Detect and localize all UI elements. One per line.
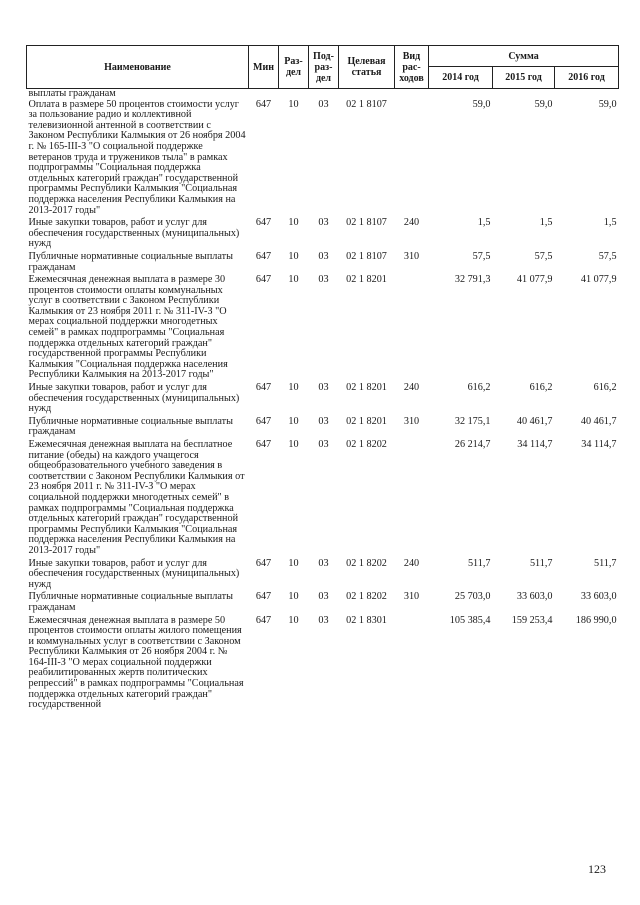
col-header-vid: Вид рас-ходов (395, 46, 429, 89)
row-name: Иные закупки товаров, работ и услуг для обеспечения государственных (муниципальных) нужд (28, 217, 240, 250)
row-sum-2014: 59,0 (472, 98, 491, 110)
row-vid (395, 275, 429, 383)
row-sum-2015: 1,5 (539, 217, 553, 229)
row-razdel: 10 (288, 439, 299, 450)
budget-table (26, 45, 619, 713)
row-min: 647 (255, 274, 272, 286)
row-name: Ежемесячная денежная выплата в размере 30 процентов стоимости оплаты коммунальных услуг в соответствии с Законом Республики Калмыкия от 23 ноября 2011 г. № 311-IV-З "О мерах социальной поддержки многодетных семей" в рамках подпрограммы "Социальная поддержка отдельных категорий граждан" государственной программы Республики Калмыкия "Социальная поддержка населения Республики Калмыкия на 2013-2017 годы" (28, 274, 228, 381)
table-row (27, 559, 619, 593)
row-sum-2015: 57,5 (534, 250, 553, 262)
table-row (27, 383, 619, 417)
table-row (27, 218, 619, 252)
row-name: Публичные нормативные социальные выплаты гражданам (28, 250, 233, 273)
col-header-razdel: Раз-дел (279, 46, 309, 89)
row-podrazdel: 03 (318, 557, 329, 569)
row-sum-2015: 33 603,0 (516, 591, 553, 603)
row-vid (395, 100, 429, 219)
row-vid (395, 440, 429, 559)
row-podrazdel: 03 (318, 274, 329, 286)
row-razdel: 10 (288, 591, 299, 603)
row-vid: 240 (403, 217, 420, 229)
table-row (27, 440, 619, 559)
row-razdel: 10 (288, 557, 299, 569)
row-min: 647 (255, 614, 272, 626)
row-min: 647 (255, 250, 272, 262)
row-target: 02 1 8107 (346, 98, 387, 110)
col-header-sum: Сумма (429, 46, 619, 67)
row-name: Публичные нормативные социальные выплаты гражданам (28, 415, 233, 438)
row-sum-2015: 40 461,7 (516, 415, 553, 427)
row-sum-2016: 34 114,7 (581, 439, 617, 450)
row-sum-2014: 57,5 (472, 250, 491, 262)
continued-text: выплаты гражданам (28, 88, 116, 99)
row-vid: 310 (403, 415, 420, 427)
col-header-name: Наименование (27, 46, 249, 89)
row-name: Иные закупки товаров, работ и услуг для обеспечения государственных (муниципальных) нужд (28, 557, 240, 590)
row-vid (395, 616, 429, 713)
row-razdel: 10 (288, 614, 299, 626)
table-body (27, 89, 619, 713)
table-row (27, 252, 619, 275)
row-sum-2014: 32 175,1 (454, 415, 491, 427)
row-sum-2016: 511,7 (593, 557, 617, 569)
row-sum-2014: 511,7 (467, 557, 491, 569)
col-header-min: Мин (249, 46, 279, 89)
row-sum-2014: 105 385,4 (449, 614, 491, 626)
row-sum-2016: 616,2 (593, 382, 617, 394)
row-podrazdel: 03 (318, 250, 329, 262)
row-target: 02 1 8202 (346, 591, 387, 603)
row-target: 02 1 8202 (346, 439, 387, 450)
row-sum-2015: 59,0 (534, 98, 553, 110)
row-target: 02 1 8301 (346, 614, 387, 626)
row-vid: 240 (403, 557, 420, 569)
row-podrazdel: 03 (318, 614, 329, 626)
table-row (27, 616, 619, 713)
row-name: Ежемесячная денежная выплата на бесплатное питание (обеды) на каждого учащегося общеобразовательного учебного заведения в соответствии с Законом Республики Калмыкия от 23 ноября 2011 г. № 311-IV-З "О мерах социальной поддержки многодетных семей" в рамках подпрограммы "Социальная поддержка отдельных категорий граждан" государственной программы Республики Калмыкия "Социальная поддержка населения Республики Калмыкия на 2013-2017 годы" (28, 439, 245, 556)
row-target: 02 1 8201 (346, 415, 387, 427)
row-min: 647 (255, 98, 272, 110)
row-razdel: 10 (288, 415, 299, 427)
row-vid: 310 (403, 591, 420, 603)
row-razdel: 10 (288, 382, 299, 394)
row-name: Иные закупки товаров, работ и услуг для обеспечения государственных (муниципальных) нужд (28, 382, 240, 415)
table-row (27, 417, 619, 440)
col-header-2015: 2015 год (493, 67, 555, 89)
row-razdel: 10 (288, 274, 299, 286)
table-row (27, 592, 619, 615)
col-header-2014: 2014 год (429, 67, 493, 89)
row-sum-2015: 41 077,9 (516, 274, 553, 286)
col-header-podrazdel: Под-раз-дел (309, 46, 339, 89)
row-razdel: 10 (288, 98, 299, 110)
row-sum-2016: 57,5 (598, 250, 617, 262)
row-sum-2015: 34 114,7 (517, 439, 553, 450)
row-sum-2016: 40 461,7 (580, 415, 617, 427)
row-podrazdel: 03 (318, 591, 329, 603)
row-sum-2014: 25 703,0 (454, 591, 491, 603)
row-podrazdel: 03 (318, 415, 329, 427)
row-vid: 240 (403, 382, 420, 394)
row-vid: 310 (403, 250, 420, 262)
row-sum-2015: 616,2 (529, 382, 553, 394)
row-sum-2016: 41 077,9 (580, 274, 617, 286)
row-min: 647 (255, 217, 272, 229)
row-sum-2014: 1,5 (477, 217, 491, 229)
table-row (27, 100, 619, 219)
row-sum-2016: 1,5 (603, 217, 617, 229)
row-razdel: 10 (288, 217, 299, 229)
row-target: 02 1 8201 (346, 382, 387, 394)
continued-row (27, 89, 619, 100)
row-min: 647 (255, 591, 272, 603)
row-target: 02 1 8202 (346, 557, 387, 569)
row-name: Ежемесячная денежная выплата в размере 50 процентов стоимости оплаты жилого помещения и коммунальных услуг в соответствии с Законом Республики Калмыкия от 26 ноября 2004 г. № 164-III-З "О мерах социальной поддержки реабилитированных жертв политических репрессий" в рамках подпрограммы "Социальная поддержка отдельных категорий граждан" государственной (28, 614, 244, 711)
row-sum-2015: 511,7 (529, 557, 553, 569)
row-sum-2014: 32 791,3 (454, 274, 491, 286)
row-min: 647 (255, 382, 272, 394)
row-sum-2016: 186 990,0 (575, 614, 617, 626)
row-sum-2016: 59,0 (598, 98, 617, 110)
row-target: 02 1 8107 (346, 250, 387, 262)
row-razdel: 10 (288, 250, 299, 262)
col-header-target: Целевая статья (339, 46, 395, 89)
col-header-2016: 2016 год (555, 67, 619, 89)
row-target: 02 1 8201 (346, 274, 387, 286)
row-sum-2015: 159 253,4 (511, 614, 553, 626)
row-min: 647 (255, 415, 272, 427)
row-sum-2014: 26 214,7 (454, 439, 491, 450)
row-sum-2016: 33 603,0 (580, 591, 617, 603)
row-min: 647 (255, 439, 272, 450)
row-podrazdel: 03 (318, 439, 329, 450)
row-target: 02 1 8107 (346, 217, 387, 229)
row-name: Оплата в размере 50 процентов стоимости услуг за пользование радио и коллективной телевизионной антенной в соответствии с Законом Республики Калмыкия от 26 ноября 2004 г. № 165-III-З "О социальной поддержке ветеранов труда и тружеников тыла" в рамках подпрограммы "Социальная поддержка отдельных категорий граждан" государственной программы Республики Калмыкия "Социальная поддержка населения Республики Калмыкия на 2013-2017 годы" (28, 98, 246, 216)
page-number: 123 (588, 862, 606, 876)
row-sum-2014: 616,2 (467, 382, 491, 394)
table-row (27, 275, 619, 383)
row-podrazdel: 03 (318, 98, 329, 110)
row-name: Публичные нормативные социальные выплаты гражданам (28, 591, 233, 613)
row-podrazdel: 03 (318, 217, 329, 229)
row-podrazdel: 03 (318, 382, 329, 394)
row-min: 647 (255, 557, 272, 569)
